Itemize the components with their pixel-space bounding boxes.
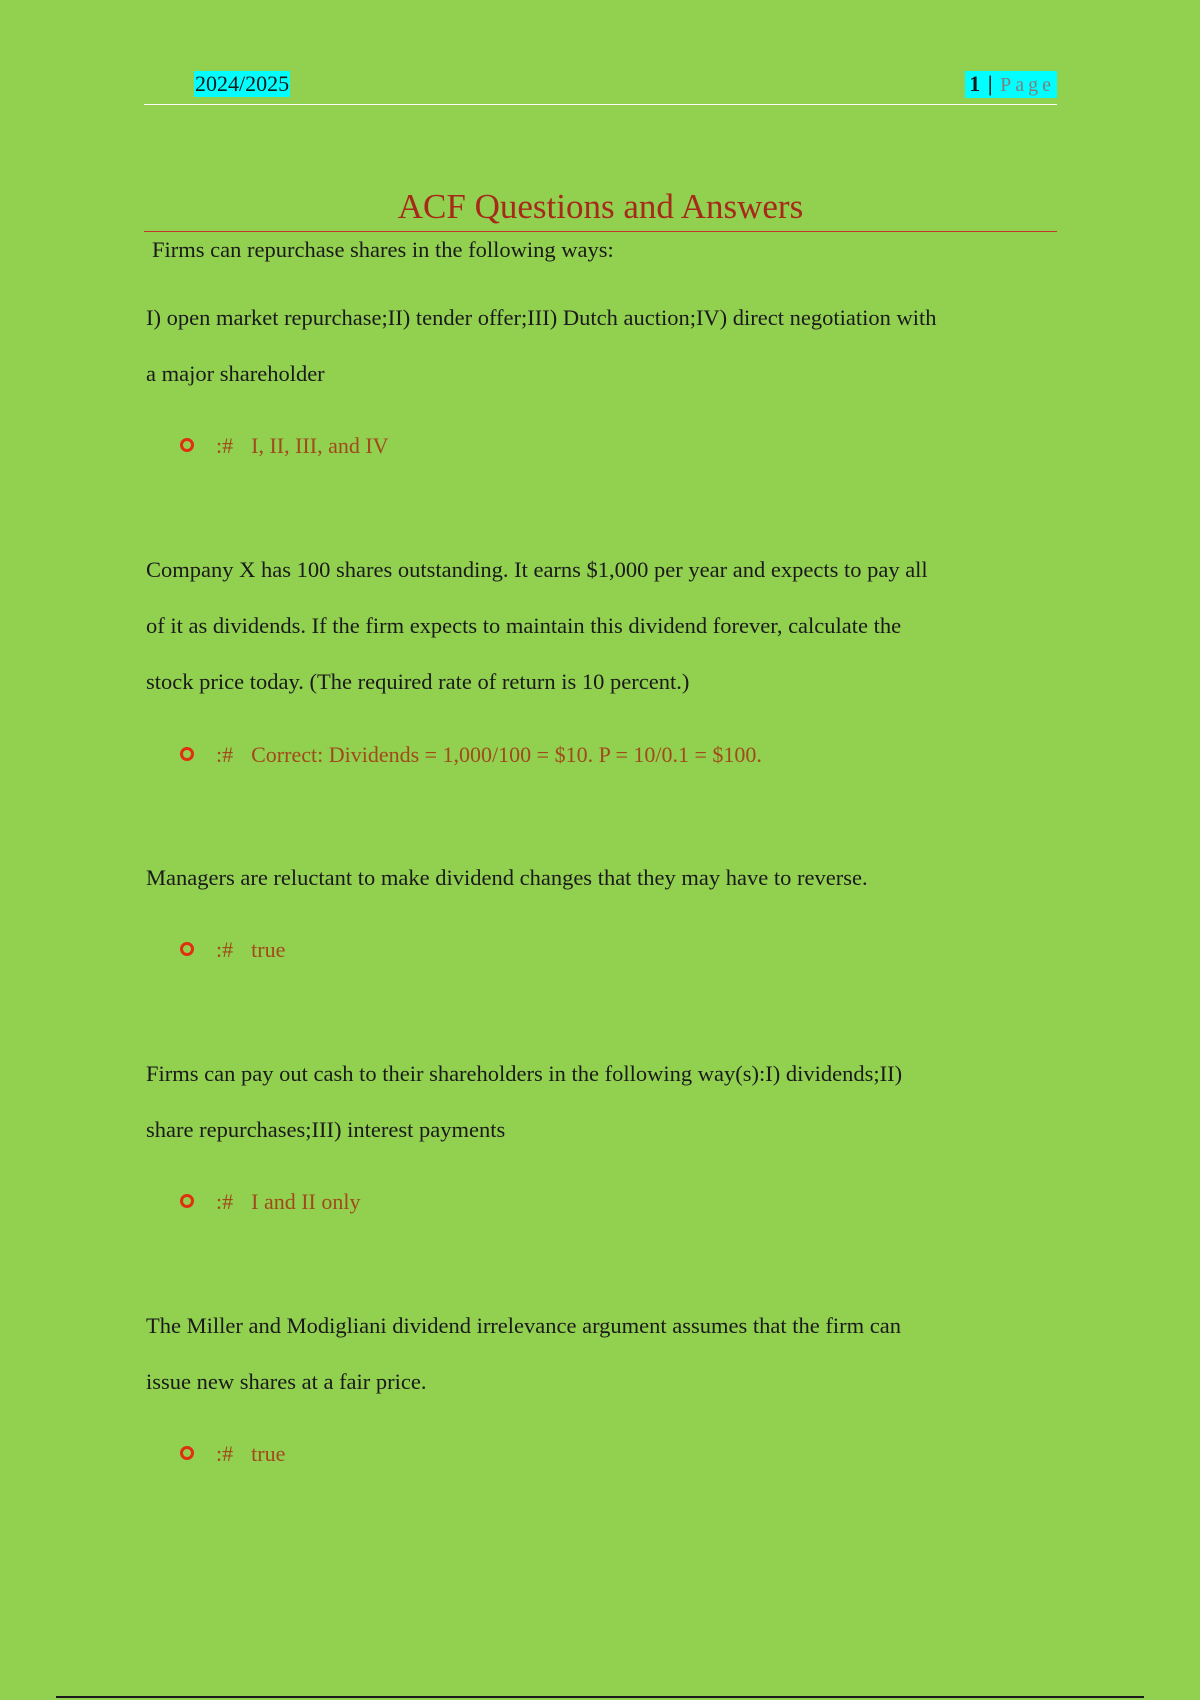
answer-item xyxy=(180,740,762,770)
answer-text: I and II only xyxy=(251,1189,361,1214)
answer-item xyxy=(180,1187,360,1217)
answer-mark: :# xyxy=(216,937,234,962)
question-line: stock price today. (The required rate of return is 10 percent.) xyxy=(146,669,690,694)
question-line: I) open market repurchase;II) tender offer;III) Dutch auction;IV) direct negotiation with xyxy=(146,305,937,330)
question-text xyxy=(146,850,1051,906)
document-title: ACF Questions and Answers xyxy=(397,187,804,226)
page-number-value: 1 xyxy=(969,71,981,96)
document-title-block xyxy=(144,183,1057,232)
circle-bullet-icon xyxy=(180,438,194,452)
circle-bullet-icon xyxy=(180,1446,194,1460)
page-header xyxy=(144,68,1057,105)
footer-divider xyxy=(56,1696,1144,1698)
question-text xyxy=(146,290,1051,402)
answer-item xyxy=(180,1439,285,1469)
circle-bullet-icon xyxy=(180,1194,194,1208)
answer-mark: :# xyxy=(216,433,234,458)
question-line: Firms can pay out cash to their shareholders in the following way(s):I) dividends;II) xyxy=(146,1061,903,1086)
circle-bullet-icon xyxy=(180,942,194,956)
question-text xyxy=(146,1298,1051,1410)
answer-text: I, II, III, and IV xyxy=(251,433,389,458)
answer-text: Correct: Dividends = 1,000/100 = $10. P = 10/0.1 = $100. xyxy=(251,742,762,767)
page-number-word: Page xyxy=(1000,74,1055,96)
header-year: 2024/2025 xyxy=(195,71,290,96)
answer-text: true xyxy=(251,937,286,962)
answer-mark: :# xyxy=(216,1441,234,1466)
answer-item xyxy=(180,935,285,965)
page-number xyxy=(965,71,1057,98)
question-line: issue new shares at a fair price. xyxy=(146,1369,427,1394)
answer-mark: :# xyxy=(216,742,234,767)
question-line: a major shareholder xyxy=(146,361,325,386)
page-number-separator: | xyxy=(987,71,993,96)
question-text xyxy=(146,1046,1051,1158)
question-text xyxy=(152,228,1057,272)
answer-text: true xyxy=(251,1441,286,1466)
question-line: Company X has 100 shares outstanding. It earns $1,000 per year and expects to pay all xyxy=(146,557,928,582)
question-line: of it as dividends. If the firm expects to maintain this dividend forever, calculate the xyxy=(146,613,902,638)
question-line: The Miller and Modigliani dividend irrelevance argument assumes that the firm can xyxy=(146,1313,901,1338)
question-text xyxy=(146,542,1051,710)
circle-bullet-icon xyxy=(180,747,194,761)
question-line: Firms can repurchase shares in the following ways: xyxy=(152,237,614,262)
answer-item xyxy=(180,431,389,461)
question-line: share repurchases;III) interest payments xyxy=(146,1117,506,1142)
answer-mark: :# xyxy=(216,1189,234,1214)
question-line: Managers are reluctant to make dividend changes that they may have to reverse. xyxy=(146,865,868,890)
